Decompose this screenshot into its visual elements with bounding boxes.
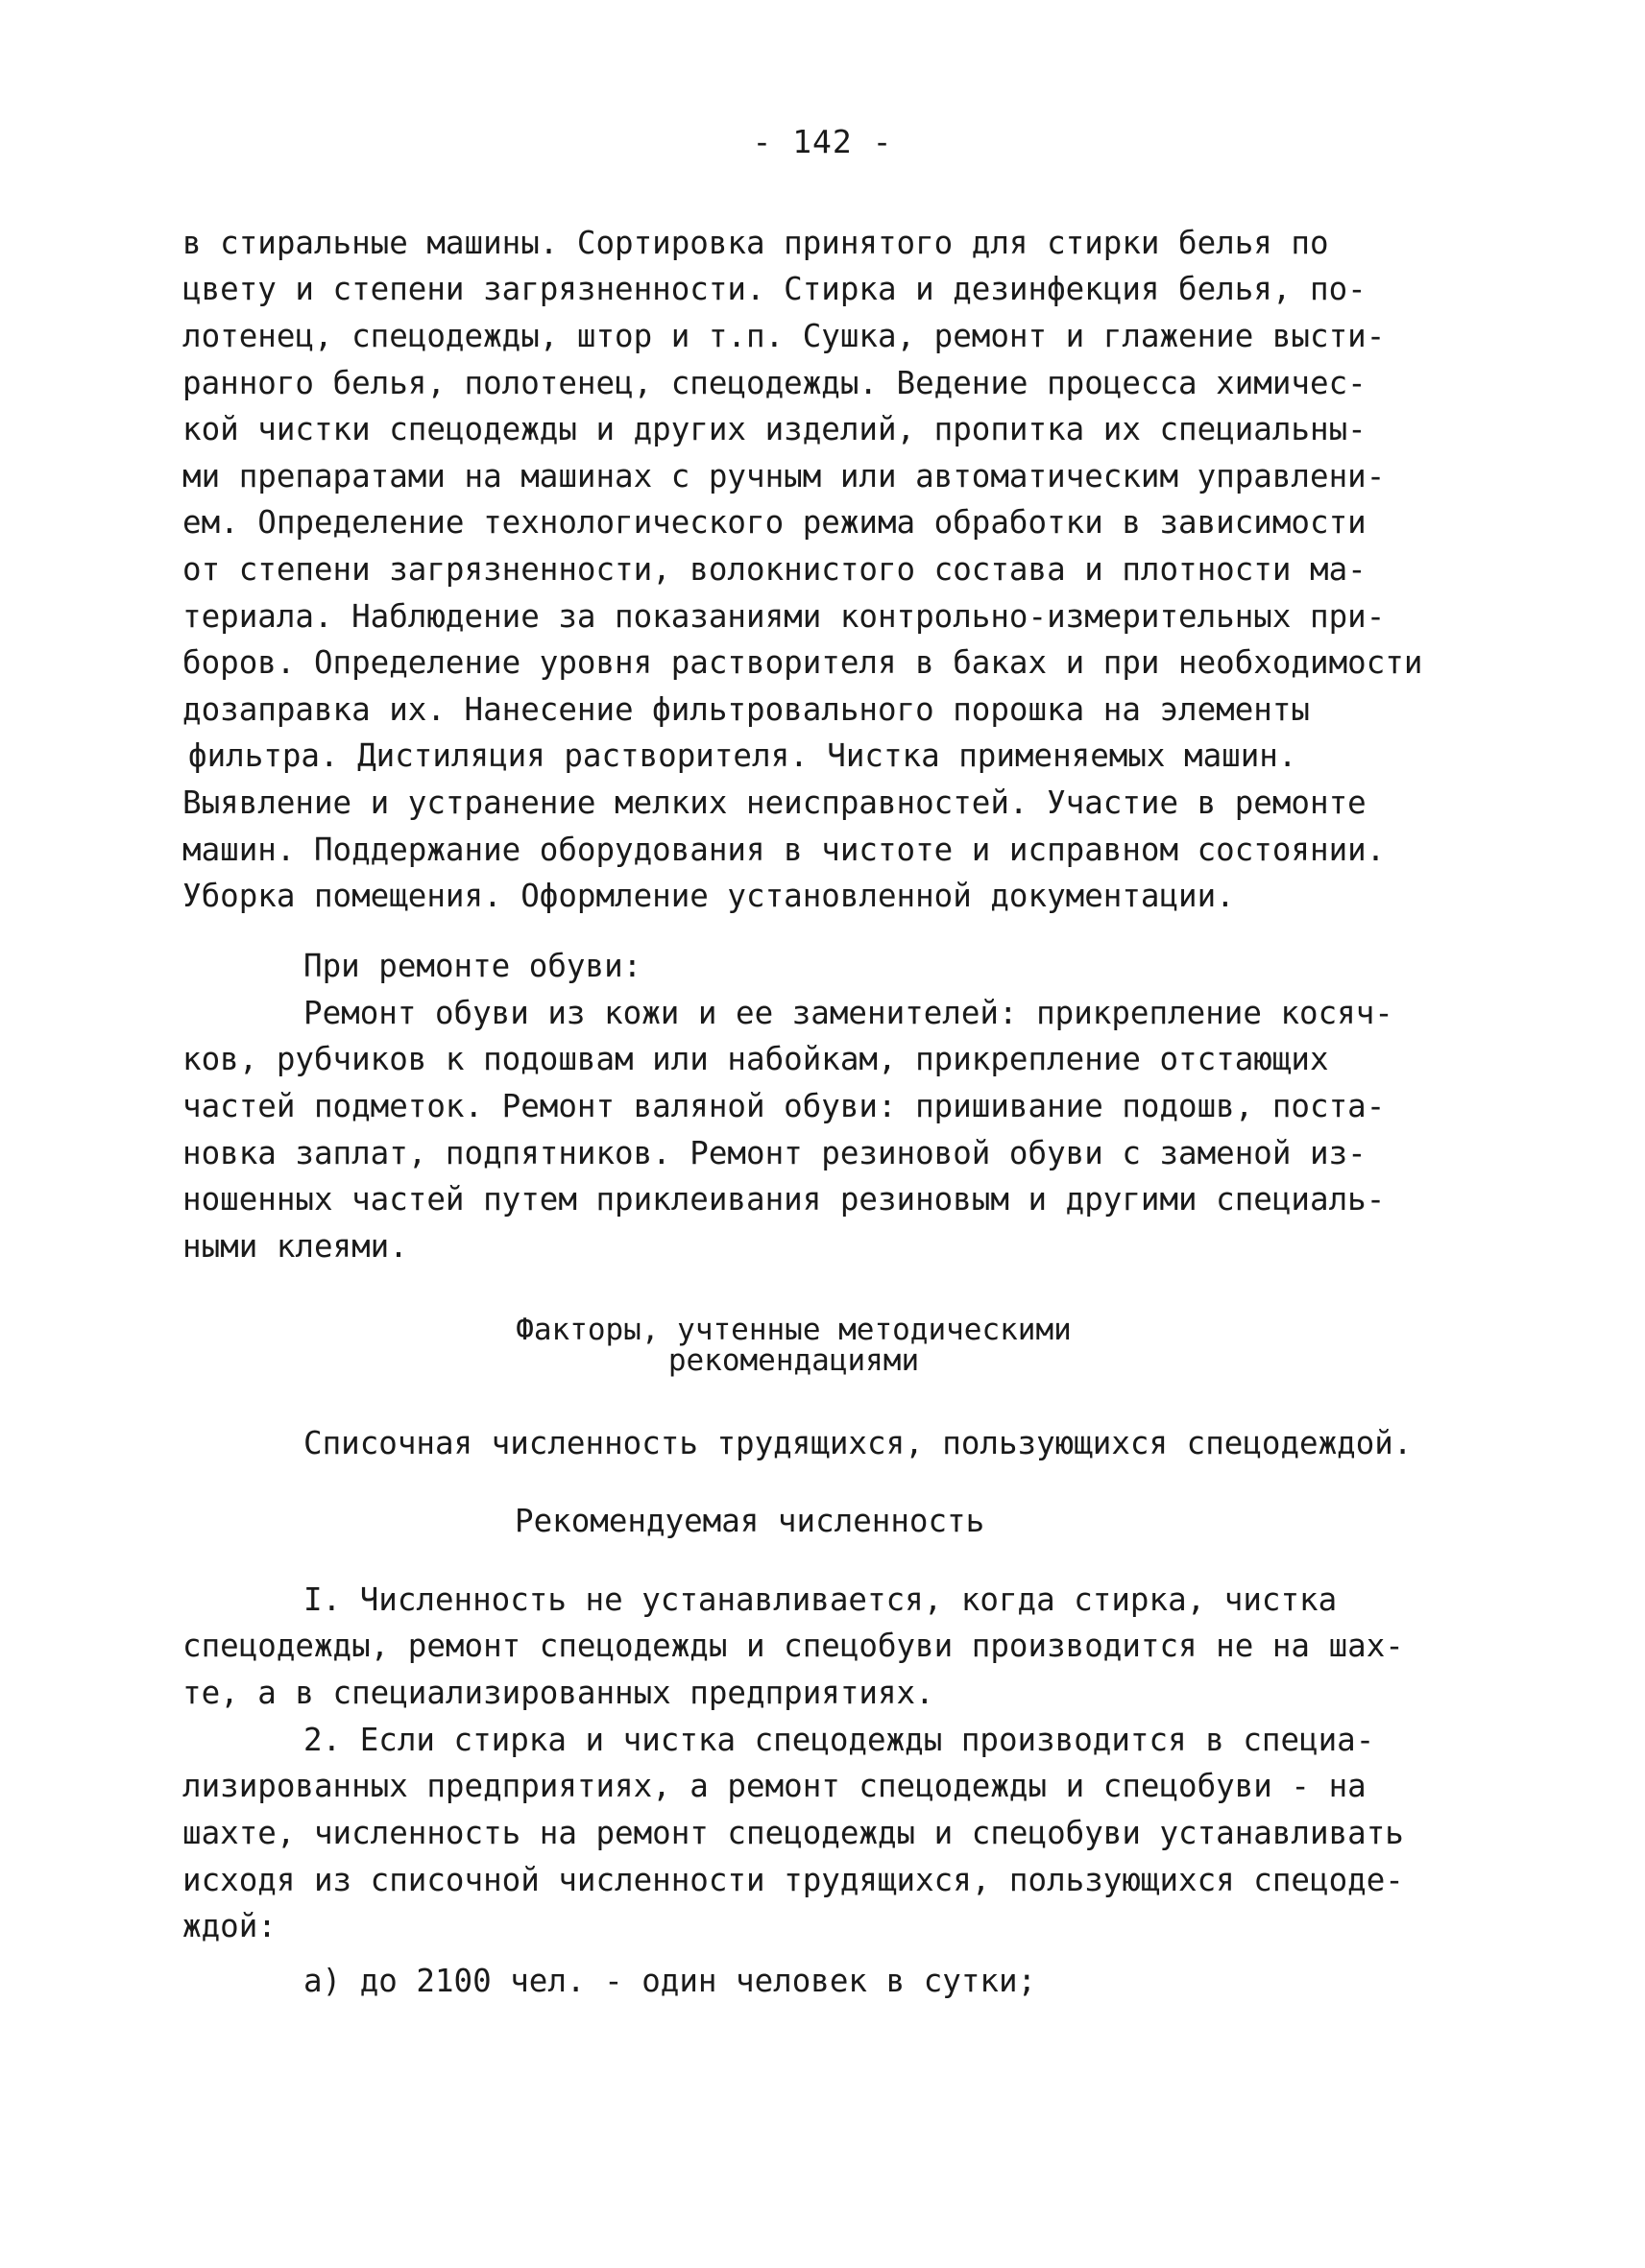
factors-title-line2: рекомендациями bbox=[667, 1343, 920, 1378]
section-heading: При ремонте обуви: bbox=[303, 948, 642, 984]
text-line: кой чистки спецодежды и других изделий, пропитка их специальны- bbox=[182, 411, 1367, 447]
factors-title-line1: Факторы, учтенные методическими bbox=[516, 1313, 1072, 1347]
factors-text: Списочная численность трудящихся, пользующихся спецодеждой. bbox=[303, 1425, 1413, 1461]
text-line: фильтра. Дистиляция растворителя. Чистка применяемых машин. bbox=[188, 737, 1297, 774]
text-line: боров. Определение уровня растворителя в баках и при необходимости bbox=[182, 644, 1423, 681]
text-line: в стиральные машины. Сортировка принятого для стирки белья по bbox=[182, 225, 1329, 261]
text-line: ношенных частей путем приклеивания резиновым и другими специаль- bbox=[182, 1181, 1386, 1218]
text-line: ждой: bbox=[182, 1908, 277, 1944]
text-line: от степени загрязненности, волокнистого состава и плотности ма- bbox=[182, 551, 1367, 588]
page-number: - 142 - bbox=[752, 123, 893, 160]
text-line: Выявление и устранение мелких неисправностей. Участие в ремонте bbox=[182, 784, 1367, 821]
text-line: частей подметок. Ремонт валяной обуви: пришивание подошв, поста- bbox=[182, 1088, 1386, 1124]
text-line: ков, рубчиков к подошвам или набойкам, прикрепление отстающих bbox=[182, 1041, 1329, 1077]
text-line: териала. Наблюдение за показаниями контрольно-измерительных при- bbox=[182, 598, 1386, 635]
text-line: исходя из списочной численности трудящихся, пользующихся спецоде- bbox=[182, 1862, 1404, 1898]
text-line: те, а в специализированных предприятиях. bbox=[182, 1675, 934, 1711]
text-line: Уборка помещения. Оформление установленной документации. bbox=[182, 878, 1235, 914]
sub-item-a: а) до 2100 чел. - один человек в сутки; bbox=[303, 1963, 1037, 1999]
text-line: ми препаратами на машинах с ручным или автоматическим управлени- bbox=[182, 458, 1386, 495]
text-line: лизированных предприятиях, а ремонт спецодежды и спецобуви - на bbox=[182, 1768, 1367, 1804]
text-line: машин. Поддержание оборудования в чистоте и исправном состоянии. bbox=[182, 832, 1386, 868]
text-line: ранного белья, полотенец, спецодежды. Ведение процесса химичес- bbox=[182, 365, 1367, 401]
text-line: ными клеями. bbox=[182, 1228, 408, 1265]
text-line: ем. Определение технологического режима обработки в зависимости bbox=[182, 504, 1367, 541]
text-line: шахте, численность на ремонт спецодежды и спецобуви устанавливать bbox=[182, 1815, 1404, 1851]
text-line: новка заплат, подпятников. Ремонт резиновой обуви с заменой из- bbox=[182, 1135, 1367, 1171]
text-line: Ремонт обуви из кожи и ее заменителей: прикрепление косяч- bbox=[303, 995, 1393, 1031]
text-line: цвету и степени загрязненности. Стирка и дезинфекция белья, по- bbox=[182, 271, 1367, 307]
text-line: 2. Если стирка и чистка спецодежды производится в специа- bbox=[303, 1722, 1375, 1758]
text-line: I. Численность не устанавливается, когда стирка, чистка bbox=[303, 1581, 1338, 1618]
text-line: дозаправка их. Нанесение фильтровального порошка на элементы bbox=[182, 691, 1310, 728]
text-line: лотенец, спецодежды, штор и т.п. Сушка, ремонт и глажение высти- bbox=[182, 318, 1386, 354]
text-line: спецодежды, ремонт спецодежды и спецобуви производится не на шах- bbox=[182, 1628, 1404, 1664]
recommended-title: Рекомендуемая численность bbox=[515, 1503, 985, 1539]
